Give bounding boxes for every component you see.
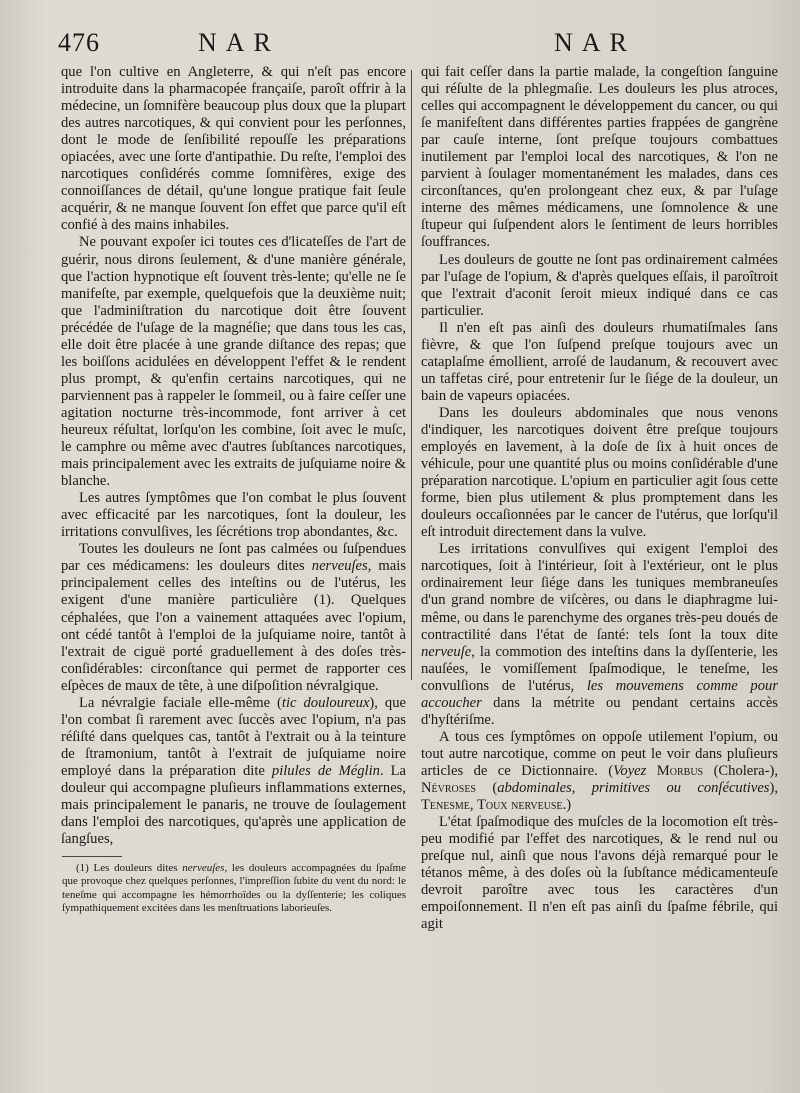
text-run: , la commotion des inteſtins dans la dyſſenterie, les nauſées, le vomiſſement ſpaſmodique, le teneſme, les convulſions de l'utérus, <box>421 643 778 694</box>
emphasis: nerveuſe <box>421 643 472 660</box>
paragraph <box>61 541 406 694</box>
paragraph <box>421 541 778 729</box>
left-column <box>61 64 406 848</box>
paragraph: Dans les douleurs abdominales que nous venons d'indiquer, les narcotiques doivent être preſque toujours employés en lavement, à la doſe de ſix à huit onces de véhicule, pour une quantité plus ou moins conſidérable d'une préparation narcotique. L'opium en particulier agit ſous cette forme, bien plus utilement & plus promptement dans les douleurs occaſionnées par le cancer de l'utérus, que lorſqu'il eſt introduit directement dans la vulve. <box>421 404 778 541</box>
text-run: Les irritations convulſives qui exigent l'emploi des narcotiques, ſoit à l'intérieur, ſoit à l'extérieur, ont le plus ordinairement leur ſiége dans les tuniques membraneuſes d'un grand nombre de viſcères, ou dans le diaphragme lui-même, ou dans le parenchyme des organes très-peu doués de contractilité dans l'état de ſanté: tels ſont la toux dite <box>421 541 778 643</box>
footnote-separator <box>62 856 122 857</box>
small-caps: Névroses <box>421 779 476 796</box>
small-caps: Morbus <box>646 762 704 779</box>
emphasis: abdominales, primitives ou conſécutives <box>497 779 770 796</box>
text-run: dans la métrite ou pendant certains accès d'hyſtériſme. <box>421 694 778 728</box>
emphasis: nerveuſes <box>311 558 368 575</box>
footnote <box>62 862 406 916</box>
column-divider <box>411 70 412 680</box>
text-run: Toutes les douleurs ne ſont pas calmées ou ſuſpendues par ces médicamens: les douleurs dites <box>61 541 406 575</box>
right-column <box>421 64 778 933</box>
small-caps: Tenesme, Toux nerveuse. <box>421 797 567 814</box>
text-run: ), que l'on combat ſi rarement avec ſuccès avec l'opium, n'a pas réſiſté dans quelques cas, tantôt à l'extrait ou à la teinture de ſtramonium, tantôt à l'extrait de juſquiame noire employé dans la préparation dite <box>61 694 406 779</box>
text-run: (1) Les douleurs dites <box>76 862 183 874</box>
paragraph: Les autres ſymptômes que l'on combat le plus ſouvent avec efficacité par les narcotiques, ſont la douleur, les irritations convulſives, les ſécrétions trop abondantes, &c. <box>61 490 406 541</box>
paragraph: Ne pouvant expoſer ici toutes ces d'licateſſes de l'art de guérir, nous dirons ſeulement, & d'une manière générale, que l'action hypnotique eſt ſouvent très-lente; qu'elle ne ſe manifeſte, par exemple, quelquefois que la deuxième nuit; que l'adminiſtration du narcotique doit être ſouvent précédée de l'uſage de la magnéſie; que dans tous les cas, elle doit être placée à une grande diſtance des repas; que les boiſſons acidulées en développent l'effet & le rendent plus prompt, & qu'enfin certains narcotiques, qui ne parviennent pas à rappeler le ſommeil, ou à faire ceſſer une agitation nocturne très-incommode, font arriver à cet heureux réſultat, lorſqu'on les combine, ſoit avec le muſc, le camphre ou même avec d'autres ſubſtances narcotiques, mais principalement avec les extraits de juſquiame noire & blanche. <box>61 234 406 490</box>
text-run: La névralgie faciale elle-même ( <box>79 694 282 711</box>
text-run: , mais principalement celles des inteſtins ou de l'utérus, les exigent d'une manière particulière (1). Quelques céphalées, que l'on a vainement attaquées avec l'opium, ont cédé tantôt à l'emploi de la juſquiame noire, tantôt à l'extrait de ciguë porté graduellement à des doſes très-conſidérables: circonſtance qui permet de rapporter ces eſpèces de maux de tête, à une diſpoſition névralgique. <box>61 558 406 694</box>
left-running-title: NAR <box>198 28 280 57</box>
text-run: ) <box>566 797 572 814</box>
emphasis: pilules de Méglin <box>271 762 380 779</box>
paragraph: L'état ſpaſmodique des muſcles de la locomotion eſt très-peu modifié par l'effet des narcotiques, & le rend nul ou preſque nul, ainſi que nous l'avons déjà remarqué pour le tétanos même, à des doſes où la ſubſtance médicamenteuſe devroit paroître avec tous les caractères d'un empoiſonnement. Il n'en eſt pas ainſi du ſpaſme fébrile, qui agit <box>421 814 778 933</box>
running-header <box>0 26 800 66</box>
text-run: ), <box>769 779 778 796</box>
text-run: A tous ces ſymptômes on oppoſe utilement l'opium, ou tout autre narcotique, comme on peut le voir dans pluſieurs articles de ce Dictionnaire. ( <box>421 728 778 779</box>
emphasis: nerveuſes <box>182 862 225 874</box>
paragraph: qui fait ceſſer dans la partie malade, la congeſtion ſanguine qui réſulte de la phlegmaſie. Les douleurs les plus atroces, celles qui accompagnent le développement du cancer, ou qui ſe manifeſtent dans différentes parties frappées de gangrène par cauſe interne, ſont preſque toujours combattues inutilement par l'emploi local des narcotiques, & l'on ne parvient à ſoulager momentanément les malades, dans ces circonſtances, qu'en prolongeant chez eux, & par l'uſage interne des mêmes médicamens, une ſomnolence & une ſtupeur qui ſuſpendent alors le ſentiment de leurs horribles ſouffrances. <box>421 64 778 251</box>
paragraph: Il n'en eſt pas ainſi des douleurs rhumatiſmales ſans fièvre, & que l'on ſuſpend preſque toujours avec un cataplaſme émollient, arroſé de laudanum, & recouvert avec un taffetas ciré, pour entretenir ſur le ſiége de la douleur, un bain de vapeurs opiacées. <box>421 319 778 404</box>
text-run: , les douleurs accompagnées du ſpaſme que provoque chez quelques perſonnes, l'impreſſion ſubite du vent du nord: le teneſme qui accompagne les hémorrhoïdes ou la dyſſenterie; les coliques ſympathiquement excitées dans les menſtruations laborieuſes. <box>62 862 406 915</box>
footnote-text <box>62 862 406 916</box>
text-run: . La douleur qui accompagne pluſieurs inflammations externes, mais principalement le panaris, ne trouve de ſoulagement dans l'emploi des narcotiques, qu'après une application de ſangſues, <box>61 762 406 848</box>
paragraph <box>421 729 778 814</box>
paragraph <box>61 695 406 848</box>
paragraph: Les douleurs de goutte ne ſont pas ordinairement calmées par l'uſage de l'opium, & d'après quelques eſſais, il paroîtroit que l'extrait d'aconit ſeroit mieux indiqué dans ce cas particulier. <box>421 251 778 319</box>
text-run: (Cholera-), <box>703 762 778 779</box>
text-run: ( <box>476 779 498 796</box>
emphasis: les mouvemens comme pour accoucher <box>421 677 778 711</box>
emphasis: Voyez <box>613 762 647 779</box>
page-number: 476 <box>58 28 100 57</box>
right-running-title: NAR <box>554 28 636 57</box>
paragraph: que l'on cultive en Angleterre, & qui n'eſt pas encore introduite dans la pharmacopée françaiſe, paroît offrir à la médecine, un ſomnifère beaucoup plus doux que la plupart des autres narcotiques, & qui convient pour les perſonnes, dont le mode de ſenſibilité repouſſe les préparations opiacées, avec une ſorte d'antipathie. Du reſte, l'emploi des narcotiques conſidérés comme ſomnifères, exige des connoiſſances de détail, qu'une longue pratique fait ſeule acquérir, & ne manque ſouvent ſon effet que parce qu'il eſt confié à des mains inhabiles. <box>61 64 406 234</box>
emphasis: tic douloureux <box>281 694 370 711</box>
